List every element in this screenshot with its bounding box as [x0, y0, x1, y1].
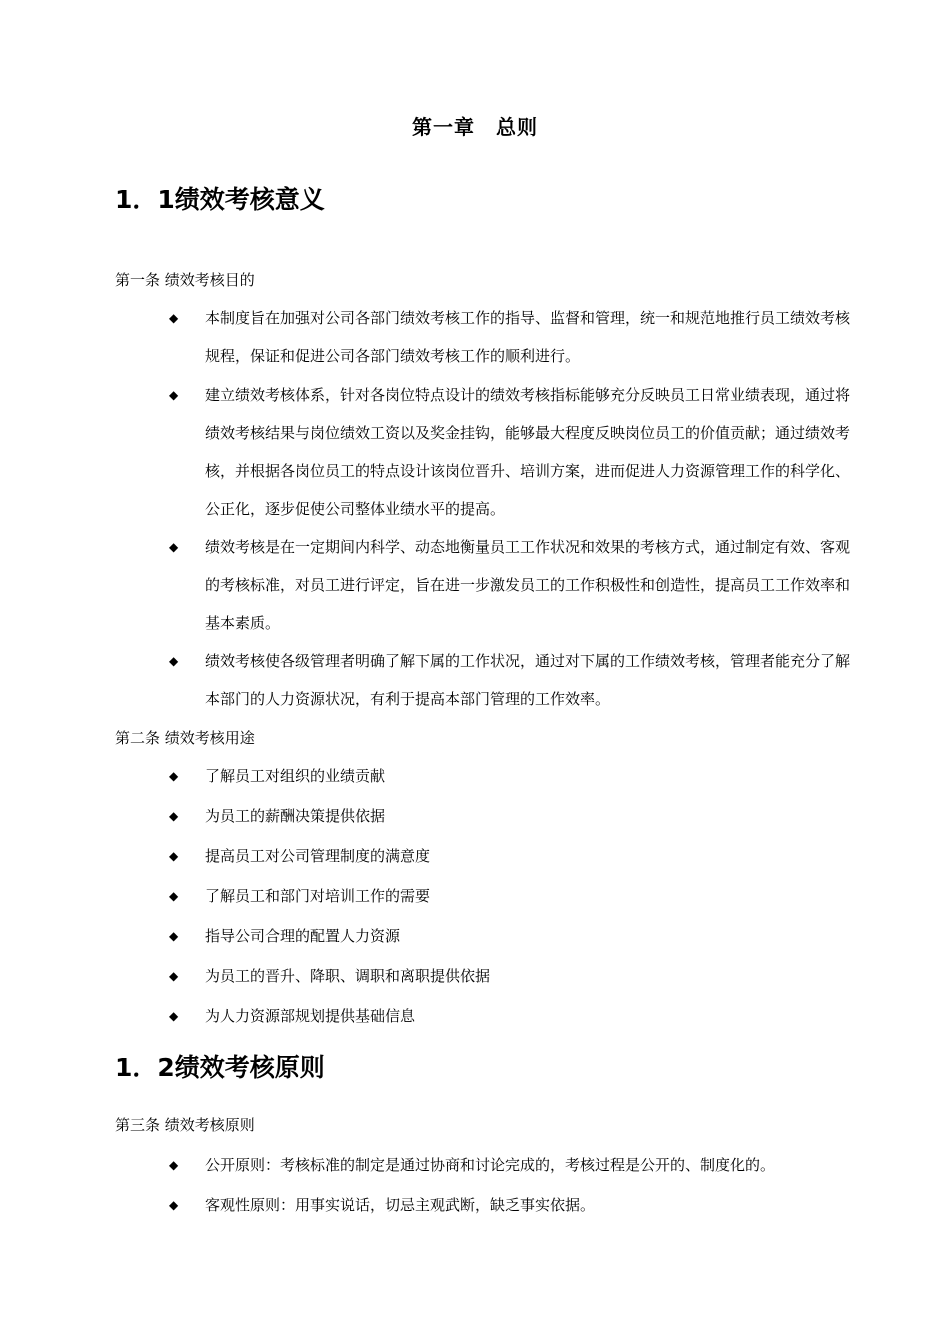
bullet-diamond-icon: ◆ [169, 849, 179, 863]
list-item-text: 了解员工对组织的业绩贡献 [205, 767, 386, 785]
article-3-title: 第三条 绩效考核原则 [115, 1116, 255, 1134]
list-item-text: 提高员工对公司管理制度的满意度 [205, 847, 431, 865]
list-item-text: 绩效考核是在一定期间内科学、动态地衡量员工工作状况和效果的考核方式，通过制定有效、客观的考核标准，对员工进行评定，旨在进一步激发员工的工作积极性和创造性，提高员工工作效率和基本素质。 [205, 538, 851, 632]
bullet-diamond-icon: ◆ [169, 1009, 179, 1023]
bullet-diamond-icon: ◆ [169, 1158, 179, 1172]
list-item-text: 公开原则：考核标准的制定是通过协商和讨论完成的，考核过程是公开的、制度化的。 [205, 1156, 776, 1174]
section-heading-1-1: 1．1绩效考核意义 [115, 185, 325, 214]
bullet-diamond-icon: ◆ [169, 1198, 179, 1212]
chapter-title: 第一章 总则 [412, 115, 538, 139]
list-item-text: 为人力资源部规划提供基础信息 [205, 1007, 416, 1025]
list-item-text: 客观性原则：用事实说话，切忌主观武断，缺乏事实依据。 [205, 1196, 596, 1214]
bullet-diamond-icon: ◆ [169, 540, 179, 554]
bullet-diamond-icon: ◆ [169, 809, 179, 823]
list-item-text: 为员工的晋升、降职、调职和离职提供依据 [205, 967, 491, 985]
list-item-text: 本制度旨在加强对公司各部门绩效考核工作的指导、监督和管理，统一和规范地推行员工绩效考核规程，保证和促进公司各部门绩效考核工作的顺利进行。 [205, 309, 851, 365]
bullet-diamond-icon: ◆ [169, 311, 179, 325]
list-item-text: 为员工的薪酬决策提供依据 [205, 807, 386, 825]
bullet-diamond-icon: ◆ [169, 388, 179, 402]
list-item-text: 绩效考核使各级管理者明确了解下属的工作状况，通过对下属的工作绩效考核，管理者能充分了解本部门的人力资源状况，有利于提高本部门管理的工作效率。 [205, 652, 851, 708]
bullet-diamond-icon: ◆ [169, 889, 179, 903]
bullet-diamond-icon: ◆ [169, 769, 179, 783]
article-2-title: 第二条 绩效考核用途 [115, 729, 255, 747]
section-heading-1-2: 1．2绩效考核原则 [115, 1053, 325, 1082]
list-item-text: 了解员工和部门对培训工作的需要 [205, 887, 431, 905]
article-1-title: 第一条 绩效考核目的 [115, 271, 255, 289]
bullet-diamond-icon: ◆ [169, 969, 179, 983]
list-item-text: 指导公司合理的配置人力资源 [205, 927, 401, 945]
bullet-diamond-icon: ◆ [169, 929, 179, 943]
list-item-text: 建立绩效考核体系，针对各岗位特点设计的绩效考核指标能够充分反映员工日常业绩表现，通过将绩效考核结果与岗位绩效工资以及奖金挂钩，能够最大程度反映岗位员工的价值贡献；通过绩效考核，并根据各岗位员工的特点设计该岗位晋升、培训方案，进而促进人力资源管理工作的科学化、公正化，逐步促使公司整体业绩水平的提高。 [205, 386, 851, 518]
bullet-diamond-icon: ◆ [169, 654, 179, 668]
